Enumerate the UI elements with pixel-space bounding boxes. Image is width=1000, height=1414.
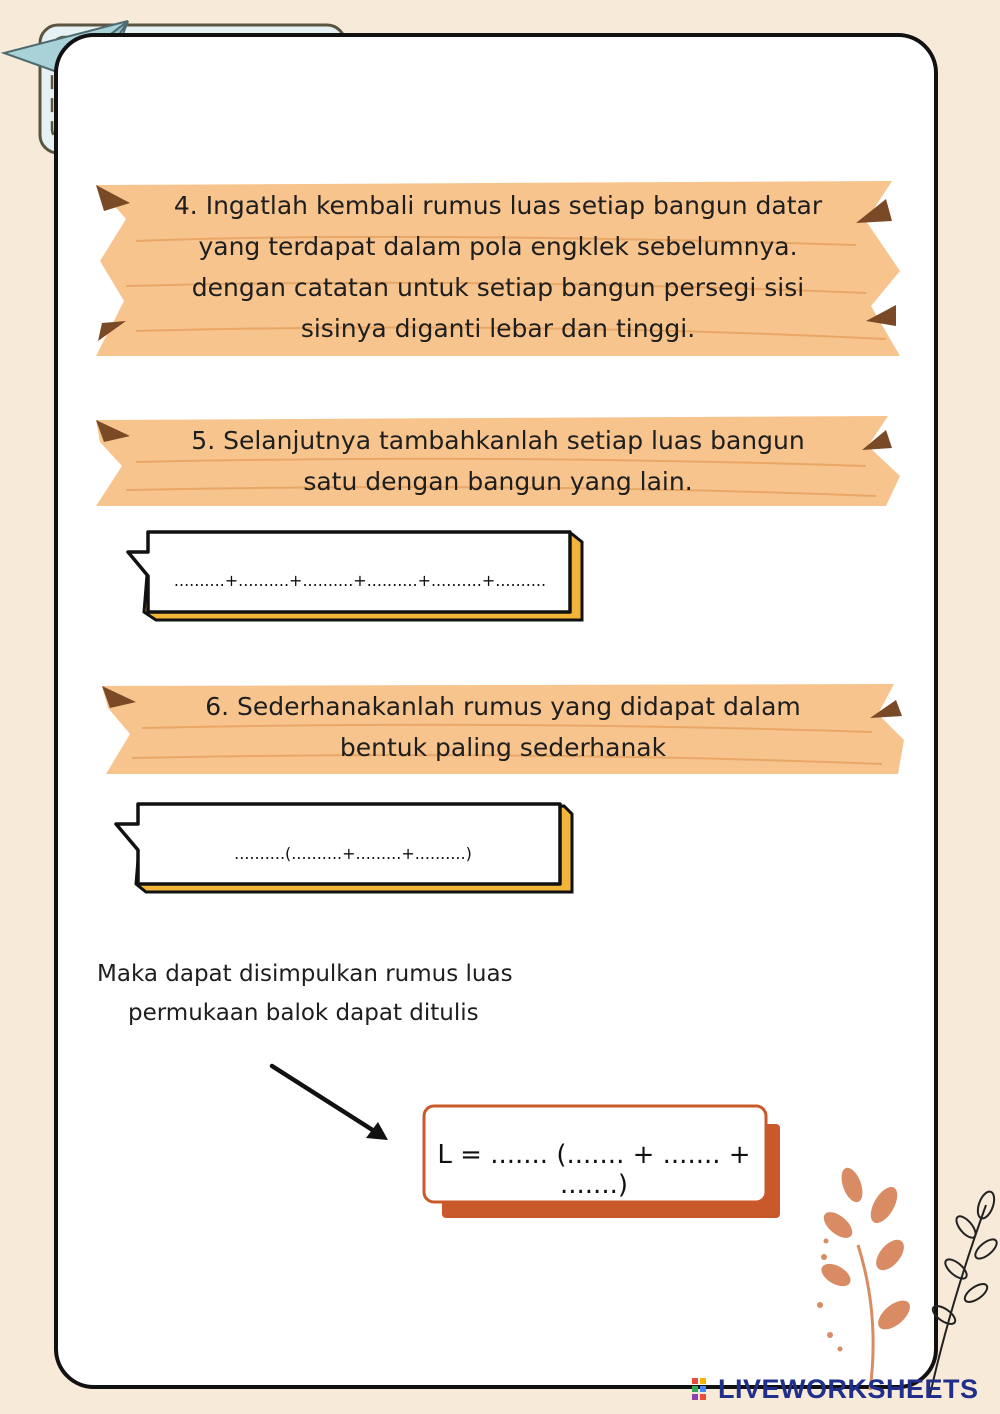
- simplified-answer-box[interactable]: [110, 800, 576, 896]
- step-5-line: satu dengan bangun yang lain.: [303, 467, 693, 496]
- step-5-text: [96, 420, 900, 502]
- step-6-banner: [102, 684, 904, 774]
- formula-answer-box[interactable]: [420, 1102, 782, 1220]
- formula-text: L = ....... (....... + ....... + .......): [437, 1140, 751, 1200]
- conclusion-text: [97, 955, 557, 1033]
- step-4-line: yang terdapat dalam pola engklek sebelumnya.: [198, 232, 798, 261]
- arrow-icon: [266, 1060, 396, 1150]
- step-6-line: bentuk paling sederhanak: [339, 733, 667, 762]
- step-4-text: [96, 185, 900, 349]
- step-4-line: sisinya diganti lebar dan tinggi.: [300, 314, 696, 343]
- conclusion-line-1: Maka dapat disimpulkan rumus luas: [97, 961, 513, 987]
- conclusion-line-2: permukaan balok dapat ditulis: [128, 1000, 479, 1026]
- simplified-blanks: ..........(..........+.........+..........): [234, 844, 472, 863]
- step-4-banner: [96, 181, 900, 356]
- step-5-banner: [96, 416, 900, 506]
- step-4-line: dengan catatan untuk setiap bangun persegi sisi: [191, 273, 805, 302]
- step-6-text: [102, 686, 904, 768]
- liveworksheets-logo-icon: [692, 1378, 714, 1400]
- sum-blanks: ..........+..........+..........+..........+..........+..........: [173, 571, 547, 590]
- leaf-branch-decoration: [810, 1165, 1000, 1395]
- watermark-text: LIVEWORKSHEETS: [718, 1374, 979, 1404]
- sum-answer-box[interactable]: [120, 528, 586, 624]
- step-4-line: 4. Ingatlah kembali rumus luas setiap bangun datar: [173, 191, 823, 220]
- step-5-line: 5. Selanjutnya tambahkanlah setiap luas bangun: [191, 426, 805, 455]
- step-6-line: 6. Sederhanakanlah rumus yang didapat dalam: [205, 692, 801, 721]
